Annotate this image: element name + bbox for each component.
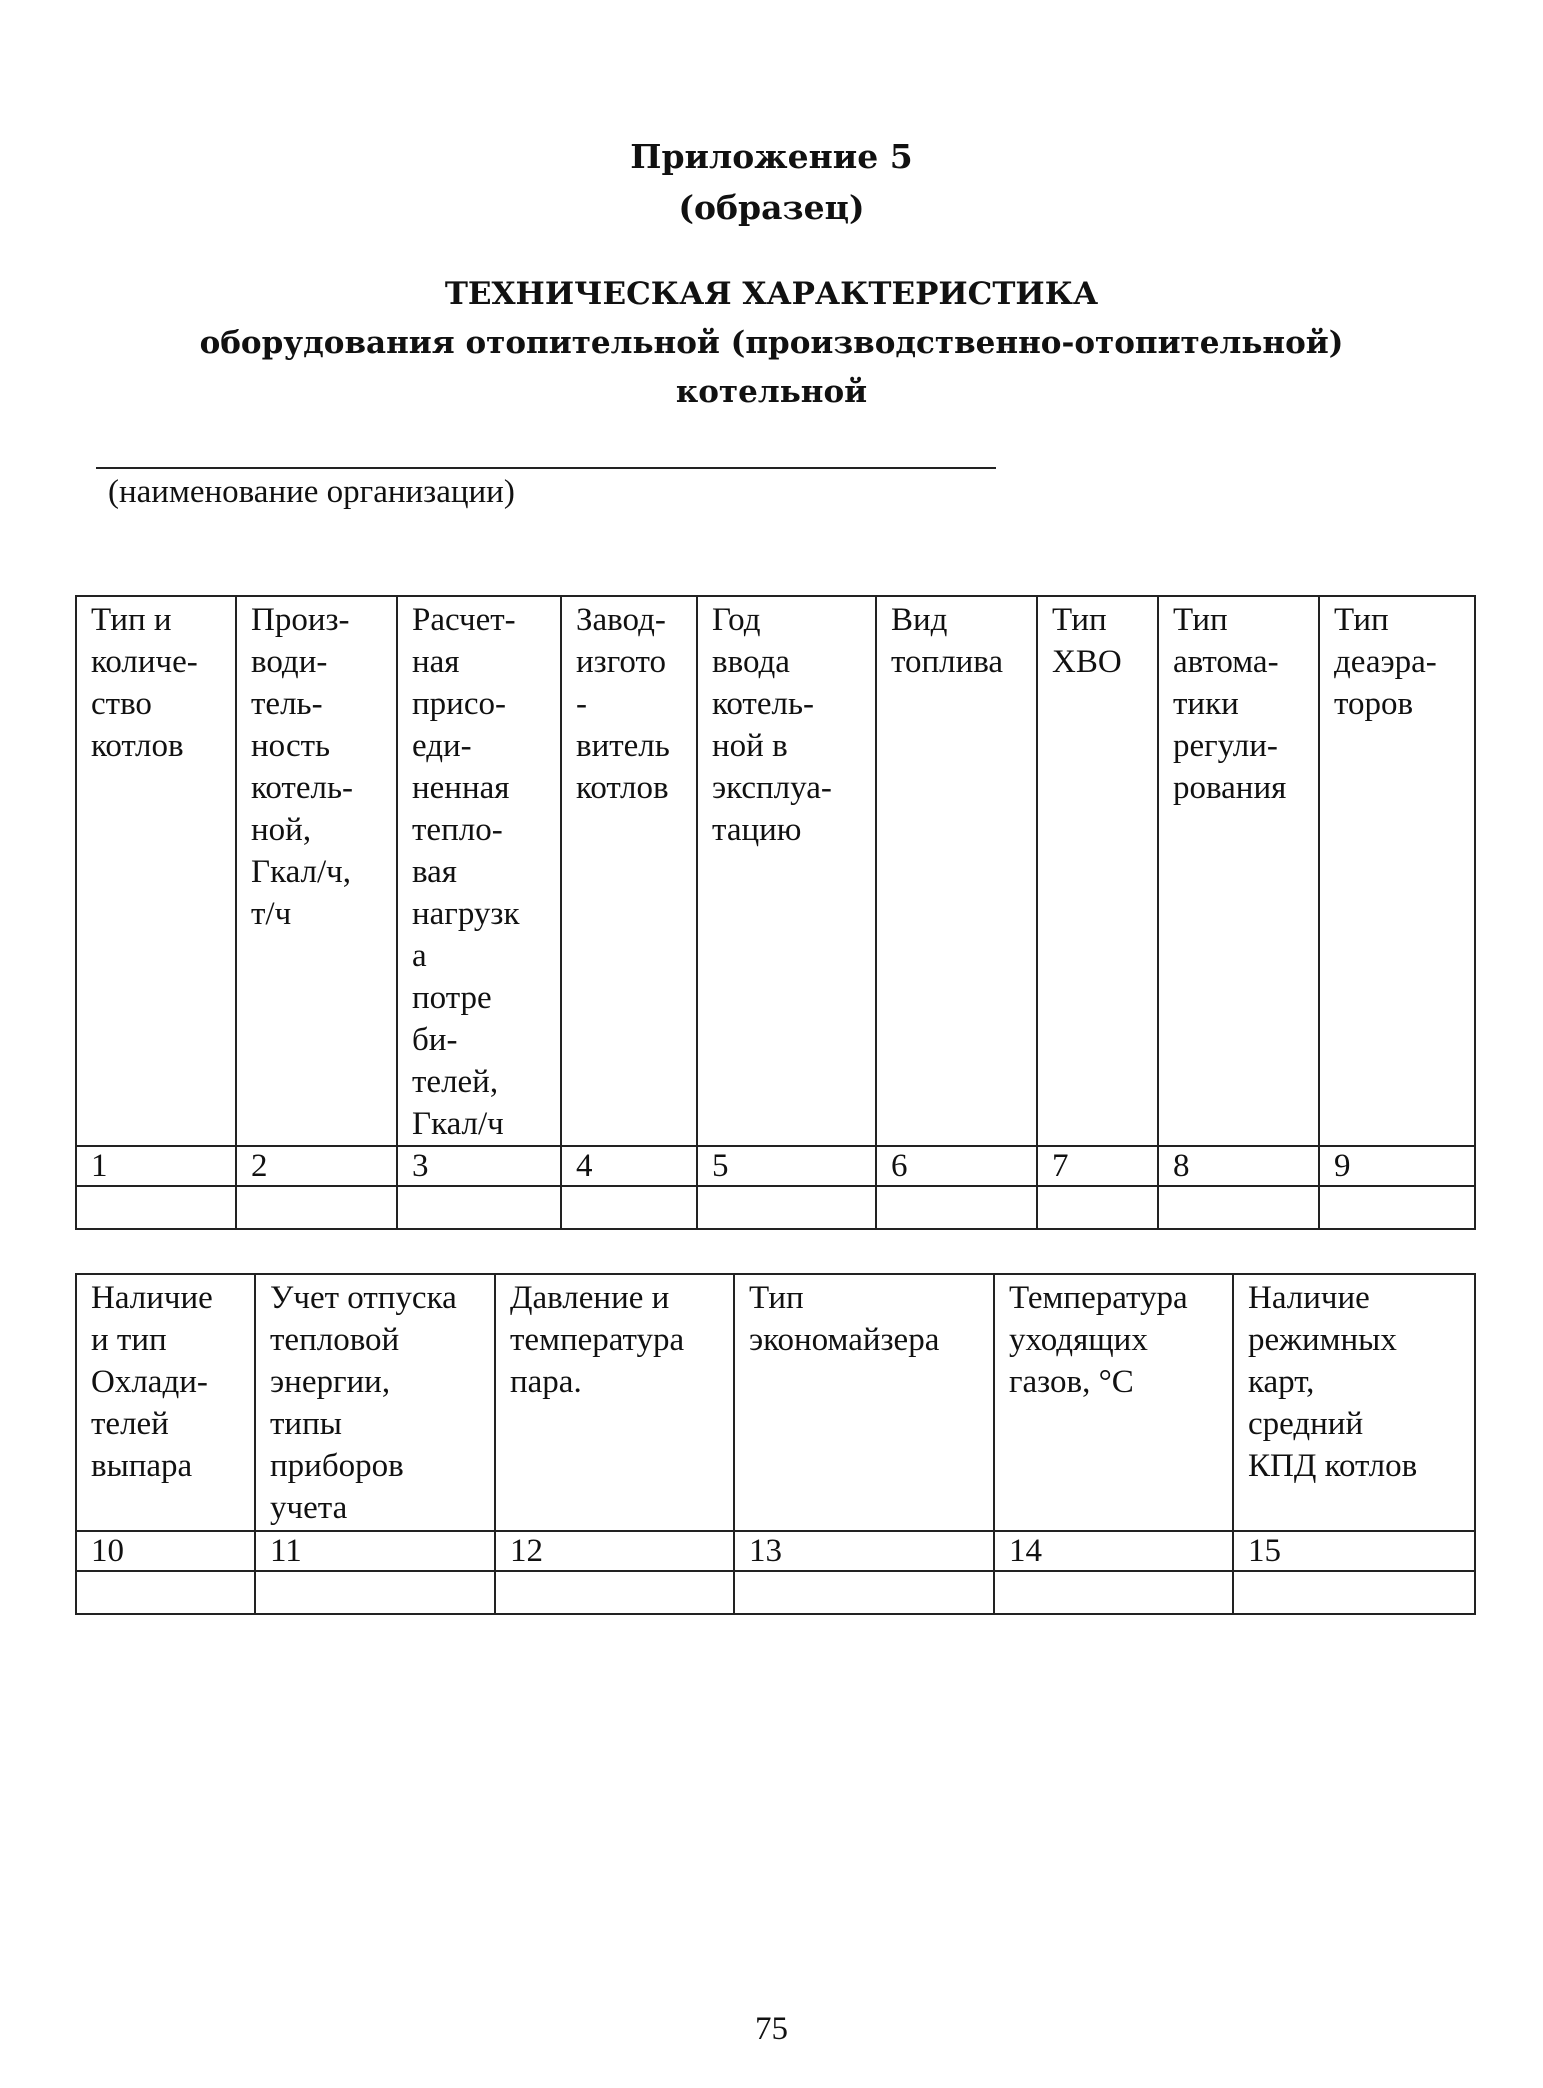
boiler-characteristics-table	[75, 595, 1476, 1230]
column-number: 11	[255, 1531, 495, 1571]
column-number: 6	[876, 1146, 1037, 1186]
column-number: 12	[495, 1531, 734, 1571]
column-number: 2	[236, 1146, 397, 1186]
header-cell-5: Год ввода котель- ной в эксплуа- тацию	[697, 596, 876, 1146]
column-number: 1	[76, 1146, 236, 1186]
header-cell-10: Наличие и тип Охлади- телей выпара	[76, 1274, 255, 1531]
header-cell-13: Тип экономайзера	[734, 1274, 994, 1531]
empty-data-row	[76, 1186, 1475, 1229]
document-subtitle-end: котельной	[675, 374, 868, 410]
empty-cell	[1233, 1571, 1475, 1614]
column-number: 5	[697, 1146, 876, 1186]
sample-label: (образец)	[678, 188, 865, 227]
empty-cell	[236, 1186, 397, 1229]
boiler-auxiliary-table	[75, 1273, 1476, 1615]
header-cell-3: Расчет- ная присо- еди- ненная тепло- вая нагрузк а потре би- телей, Гкал/ч	[397, 596, 561, 1146]
column-number: 13	[734, 1531, 994, 1571]
header-cell-7: Тип ХВО	[1037, 596, 1158, 1146]
empty-data-row	[76, 1571, 1475, 1614]
header-cell-11: Учет отпуска тепловой энергии, типы приборов учета	[255, 1274, 495, 1531]
header-cell-1: Тип и количе- ство котлов	[76, 596, 236, 1146]
column-number-row	[76, 1146, 1475, 1186]
column-number: 8	[1158, 1146, 1319, 1186]
table-header-row	[76, 1274, 1475, 1531]
empty-cell	[76, 1186, 236, 1229]
empty-cell	[76, 1571, 255, 1614]
header-cell-15: Наличие режимных карт, средний КПД котлов	[1233, 1274, 1475, 1531]
appendix-label: Приложение 5	[630, 137, 913, 176]
page-number: 75	[755, 2011, 788, 2047]
column-number: 10	[76, 1531, 255, 1571]
header-cell-4: Завод- изгото - витель котлов	[561, 596, 697, 1146]
empty-cell	[561, 1186, 697, 1229]
header-cell-8: Тип автома- тики регули- рования	[1158, 596, 1319, 1146]
document-subtitle: оборудования отопительной (производственно-отопительной)	[199, 325, 1344, 361]
empty-cell	[1319, 1186, 1475, 1229]
organization-caption: (наименование организации)	[108, 474, 515, 510]
header-cell-14: Температура уходящих газов, °С	[994, 1274, 1233, 1531]
header-cell-6: Вид топлива	[876, 596, 1037, 1146]
empty-cell	[255, 1571, 495, 1614]
header-cell-9: Тип деаэра- торов	[1319, 596, 1475, 1146]
empty-cell	[734, 1571, 994, 1614]
table-header-row	[76, 596, 1475, 1146]
column-number: 15	[1233, 1531, 1475, 1571]
column-number: 4	[561, 1146, 697, 1186]
header-cell-2: Произ- води- тель- ность котель- ной, Гкал/ч, т/ч	[236, 596, 397, 1146]
empty-cell	[1158, 1186, 1319, 1229]
organization-name-line	[96, 467, 996, 469]
column-number: 3	[397, 1146, 561, 1186]
empty-cell	[1037, 1186, 1158, 1229]
column-number: 14	[994, 1531, 1233, 1571]
empty-cell	[697, 1186, 876, 1229]
empty-cell	[495, 1571, 734, 1614]
header-cell-12: Давление и температура пара.	[495, 1274, 734, 1531]
document-title: ТЕХНИЧЕСКАЯ ХАРАКТЕРИСТИКА	[444, 276, 1099, 312]
empty-cell	[994, 1571, 1233, 1614]
empty-cell	[876, 1186, 1037, 1229]
column-number-row	[76, 1531, 1475, 1571]
empty-cell	[397, 1186, 561, 1229]
column-number: 7	[1037, 1146, 1158, 1186]
column-number: 9	[1319, 1146, 1475, 1186]
